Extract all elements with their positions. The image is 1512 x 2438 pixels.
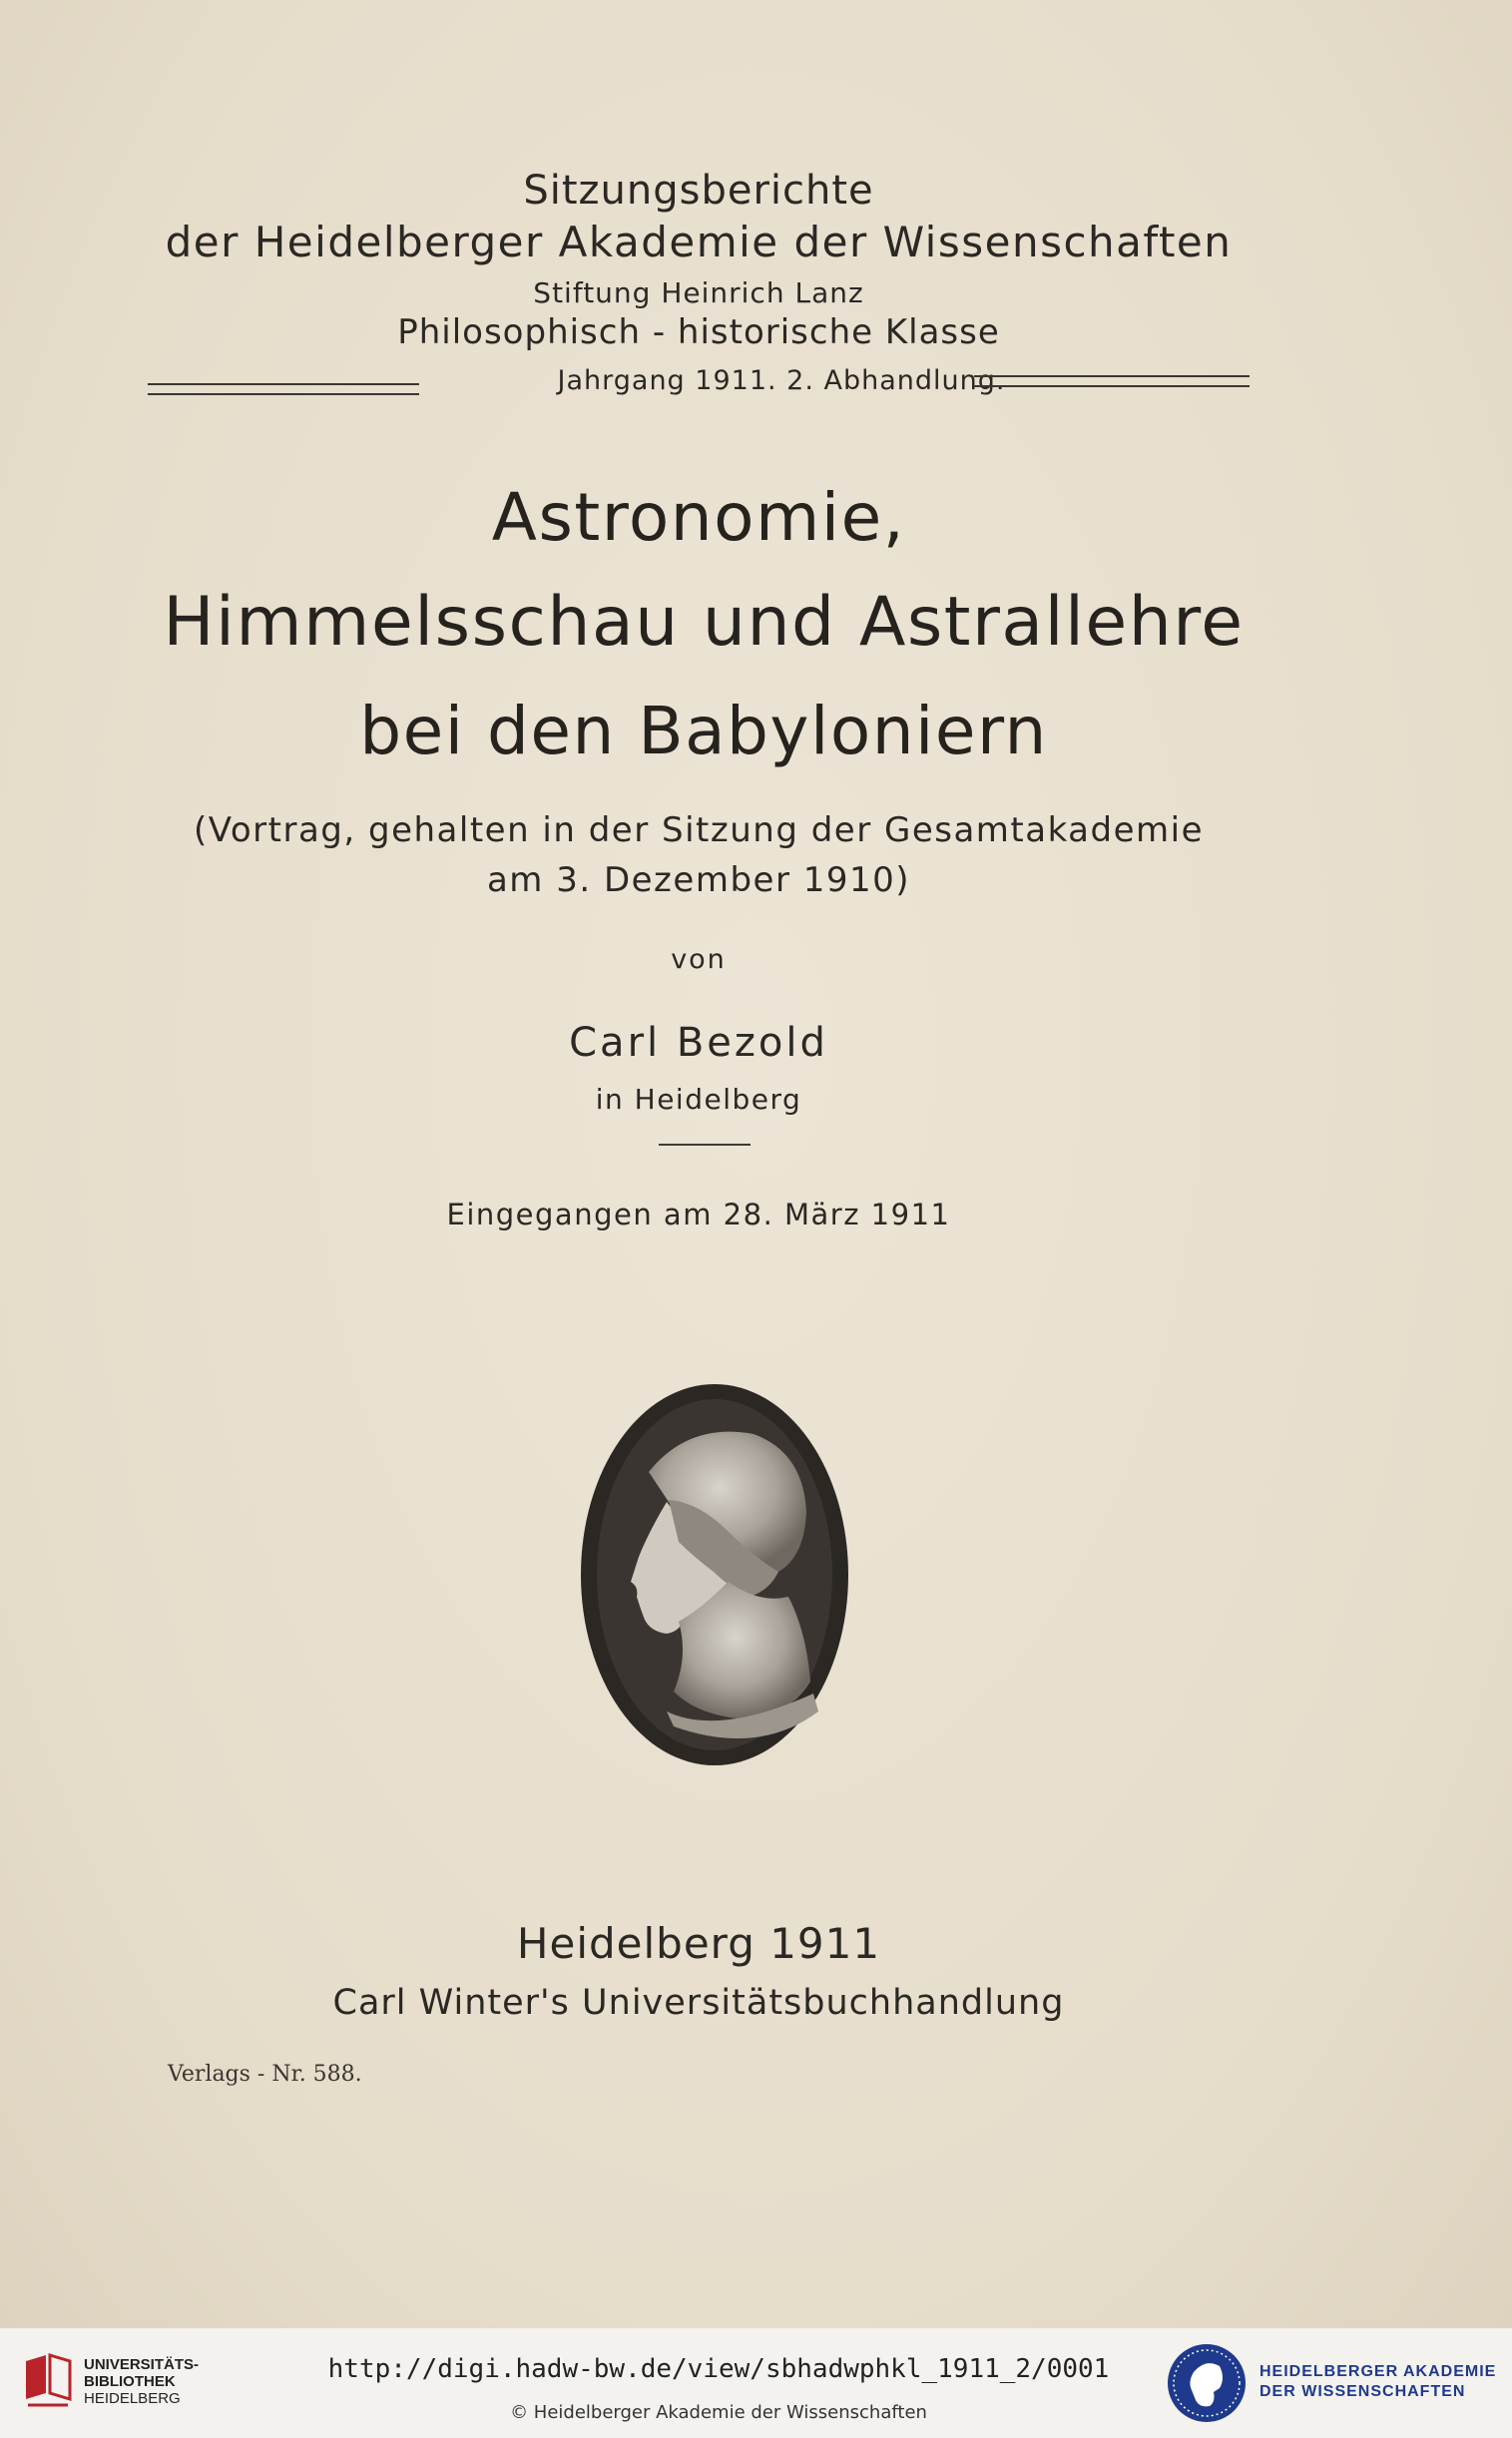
digitization-footer xyxy=(0,2328,1512,2438)
title-line-1: Astronomie, xyxy=(491,479,906,556)
issue-line: Jahrgang 1911. 2. Abhandlung. xyxy=(557,365,1006,396)
subtitle-line-2: am 3. Dezember 1910) xyxy=(486,860,911,900)
author-name: Carl Bezold xyxy=(569,1020,828,1066)
university-library-logo-icon[interactable] xyxy=(22,2353,74,2413)
academy-logo-text xyxy=(1260,2362,1496,2402)
title-line-3: bei den Babyloniern xyxy=(359,693,1048,769)
verlag-number: Verlags - Nr. 588. xyxy=(168,2062,362,2087)
copyright-notice: © Heidelberger Akademie der Wissenschaften xyxy=(510,2402,927,2423)
received-date: Eingegangen am 28. März 1911 xyxy=(446,1198,951,1231)
publisher-name: Carl Winter's Universitätsbuchhandlung xyxy=(332,1983,1065,2023)
permalink[interactable]: http://digi.hadw-bw.de/view/sbhadwphkl_1911_2/0001 xyxy=(327,2354,1110,2384)
ub-line-2: BIBLIOTHEK xyxy=(84,2373,176,2390)
hadw-line-1: HEIDELBERGER AKADEMIE xyxy=(1260,2363,1497,2380)
subtitle-line-1: (Vortrag, gehalten in der Sitzung der Gesamtakademie xyxy=(193,810,1205,850)
ub-line-3: HEIDELBERG xyxy=(84,2390,181,2407)
series-title: Sitzungsberichte xyxy=(523,168,874,214)
double-rule-left xyxy=(148,383,419,395)
class-name: Philosophisch - historische Klasse xyxy=(397,312,1000,352)
foundation-name: Stiftung Heinrich Lanz xyxy=(533,276,864,309)
academy-name: der Heidelberger Akademie der Wissenschaften xyxy=(165,218,1233,266)
ub-line-1: UNIVERSITÄTS- xyxy=(84,2356,200,2373)
academy-seal-logo-icon[interactable] xyxy=(1166,2342,1248,2424)
title-line-2: Himmelsschau und Astrallehre xyxy=(163,583,1245,662)
short-divider xyxy=(659,1144,751,1146)
double-rule-right xyxy=(974,375,1250,387)
university-library-name xyxy=(84,2356,199,2407)
athena-medallion-icon xyxy=(579,1382,850,1767)
by-word: von xyxy=(671,944,727,975)
author-location: in Heidelberg xyxy=(595,1083,802,1116)
issue-rule-row xyxy=(148,365,1250,405)
imprint-city-year: Heidelberg 1911 xyxy=(516,1919,881,1968)
hadw-line-2: DER WISSENSCHAFTEN xyxy=(1260,2383,1466,2400)
